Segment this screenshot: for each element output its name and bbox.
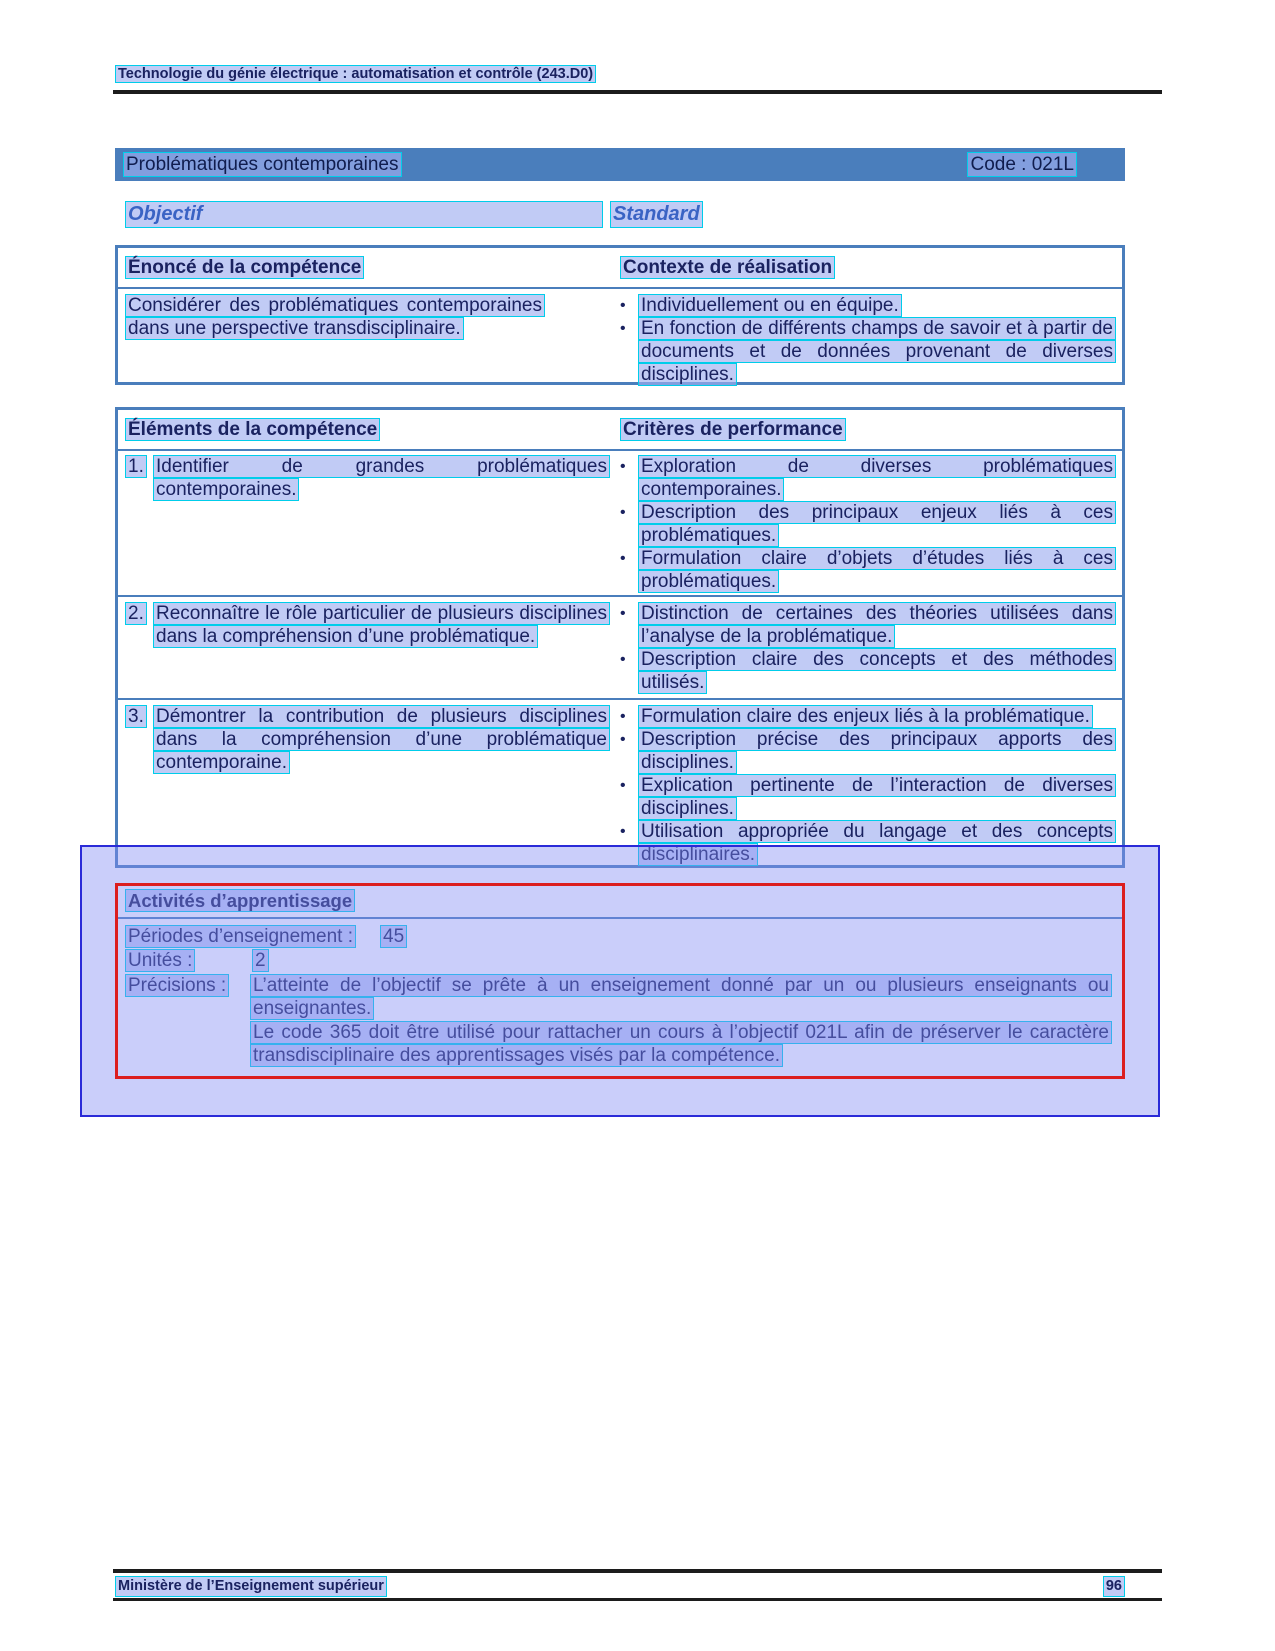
footer-rule-bottom [113, 1598, 1162, 1601]
precisions-label: Précisions : [125, 974, 229, 997]
critere-item: Description des principaux enjeux liés à ces problématiques. [638, 501, 1116, 547]
footer-rule-top [113, 1569, 1162, 1573]
list-item [620, 705, 1116, 728]
bullet-icon: • [620, 320, 626, 337]
table1-col1-header-cell [118, 256, 610, 279]
title-bar-code: Code : 021L [967, 152, 1077, 177]
critere-item: Utilisation appropriée du langage et des concepts disciplinaires. [638, 820, 1116, 866]
bullet-icon: • [620, 823, 626, 840]
table2-col2-header-cell [610, 418, 1122, 441]
criteres-cell [610, 705, 1122, 866]
element-cell [118, 455, 610, 595]
unites-label: Unités : [125, 949, 195, 972]
table2-col1-header: Éléments de la compétence [125, 418, 380, 441]
periodes-value: 45 [380, 925, 407, 948]
list-item [620, 648, 1116, 694]
table2-col1-header-cell [118, 418, 610, 441]
title-bar-title: Problématiques contemporaines [123, 152, 402, 177]
element-text: Reconnaître le rôle particulier de plusieurs disciplines dans la compréhension d’une problématique. [153, 602, 610, 648]
precisions-body [250, 974, 1112, 1068]
periodes-row [125, 925, 1115, 948]
bullet-icon: • [620, 651, 626, 668]
bullet-icon: • [620, 777, 626, 794]
critere-item: Formulation claire d’objets d’études liés à ces problématiques. [638, 547, 1116, 593]
bullet-icon: • [620, 605, 626, 622]
element-number: 2. [125, 602, 153, 698]
element-number: 1. [125, 455, 153, 595]
unites-row [125, 949, 1115, 972]
element-text: Démontrer la contribution de plusieurs disciplines dans la compréhension d’une problématique contemporaine. [153, 705, 610, 774]
precisions-paragraph: Le code 365 doit être utilisé pour rattacher un cours à l’objectif 021L afin de préserver le caractère transdisciplinaire des apprentissages visés par la compétence. [250, 1021, 1112, 1067]
bullet-icon: • [620, 731, 626, 748]
unites-value: 2 [252, 949, 269, 972]
element-text: Identifier de grandes problématiques contemporaines. [153, 455, 610, 501]
list-item [620, 501, 1116, 547]
document-header-title: Technologie du génie électrique : automatisation et contrôle (243.D0) [115, 65, 596, 83]
bullet-icon: • [620, 297, 626, 314]
table1-col2-header: Contexte de réalisation [620, 256, 835, 279]
footer [115, 1576, 1125, 1597]
table2-row-1 [118, 451, 1122, 595]
contexte-cell [610, 294, 1122, 386]
table1-body-row [118, 289, 1122, 386]
contexte-item: Individuellement ou en équipe. [638, 294, 902, 317]
bullet-icon: • [620, 504, 626, 521]
activities-title: Activités d’apprentissage [125, 889, 355, 912]
list-item [620, 728, 1116, 774]
list-item [620, 455, 1116, 501]
list-item [620, 774, 1116, 820]
bullet-icon: • [620, 708, 626, 725]
competence-text: Considérer des problématiques contemporaines dans une perspective transdisciplinaire. [125, 294, 545, 340]
table2-col2-header: Critères de performance [620, 418, 846, 441]
criteres-cell [610, 602, 1122, 698]
footer-ministry: Ministère de l’Enseignement supérieur [115, 1576, 387, 1597]
list-item [620, 294, 1116, 317]
critere-item: Formulation claire des enjeux liés à la problématique. [638, 705, 1093, 728]
enonce-contexte-table [115, 245, 1125, 385]
criteres-cell [610, 455, 1122, 595]
element-cell [118, 705, 610, 866]
activities-divider [115, 917, 1125, 919]
critere-item: Explication pertinente de l’interaction de diverses disciplines. [638, 774, 1116, 820]
bullet-icon: • [620, 550, 626, 567]
table1-col1-header: Énoncé de la compétence [125, 256, 364, 279]
bullet-icon: • [620, 458, 626, 475]
contexte-item: En fonction de différents champs de savoir et à partir de documents et de données provenant de diverses disciplines. [638, 317, 1116, 386]
precisions-row [125, 974, 1115, 1068]
footer-page-number: 96 [1103, 1576, 1125, 1597]
table1-col2-header-cell [610, 256, 1122, 279]
document-header [115, 64, 596, 84]
critere-item: Description précise des principaux apports des disciplines. [638, 728, 1116, 774]
elements-criteres-table [115, 407, 1125, 868]
critere-item: Exploration de diverses problématiques contemporaines. [638, 455, 1116, 501]
table2-row-2 [118, 595, 1122, 698]
element-cell [118, 602, 610, 698]
table1-header-row [118, 248, 1122, 289]
objectif-heading: Objectif [125, 201, 603, 228]
activities-section [115, 883, 1125, 1079]
list-item [620, 547, 1116, 593]
list-item [620, 317, 1116, 386]
list-item [620, 602, 1116, 648]
table2-row-3 [118, 698, 1122, 866]
competence-cell [118, 294, 610, 386]
competence-paragraph [125, 294, 545, 340]
title-bar [115, 148, 1125, 181]
critere-item: Description claire des concepts et des méthodes utilisés. [638, 648, 1116, 694]
precisions-paragraph: L’atteinte de l’objectif se prête à un enseignement donné par un ou plusieurs enseignants ou enseignantes. [250, 974, 1112, 1020]
table2-header-row [118, 410, 1122, 451]
element-number: 3. [125, 705, 153, 866]
activities-title-row [125, 889, 1115, 913]
standard-heading: Standard [610, 201, 703, 228]
critere-item: Distinction de certaines des théories utilisées dans l’analyse de la problématique. [638, 602, 1116, 648]
header-rule [113, 90, 1162, 94]
periodes-label: Périodes d’enseignement : [125, 925, 356, 948]
list-item [620, 820, 1116, 866]
